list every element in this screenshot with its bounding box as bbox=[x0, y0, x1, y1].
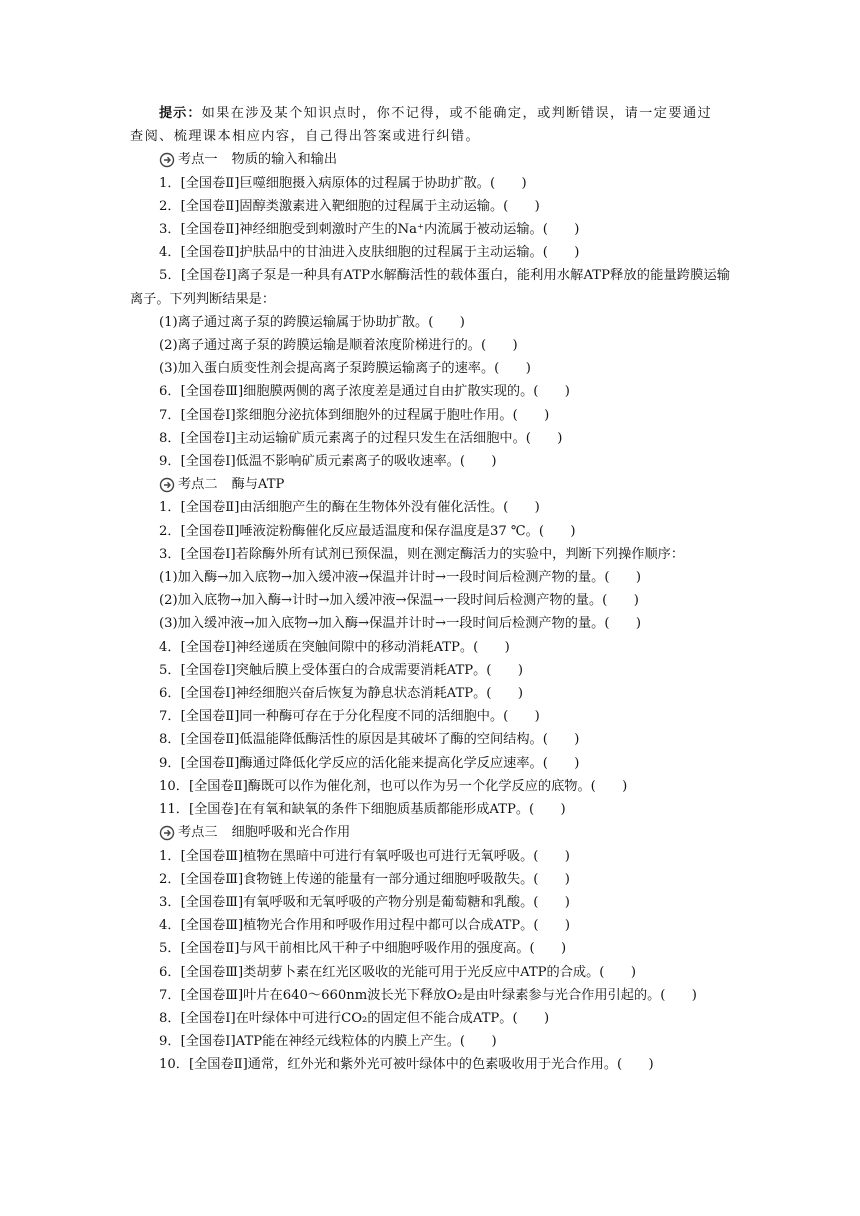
section-title: 物质的输入和输出 bbox=[231, 152, 338, 168]
section-heading-1 bbox=[130, 148, 730, 171]
list-item: (2)加入底物→加入酶→计时→加入缓冲液→保温→一段时间后检测产物的量。( ) bbox=[159, 593, 639, 609]
list-item: 10．[全国卷Ⅱ]酶既可以作为催化剂，也可以作为另一个化学反应的底物。( ) bbox=[159, 778, 628, 794]
list-item: 11．[全国卷]在有氧和缺氧的条件下细胞质基质都能形成ATP。( ) bbox=[159, 802, 566, 818]
list-item: 7．[全国卷Ⅲ]叶片在640～660nm波长光下释放O₂是由叶绿素参与光合作用引起的。( ) bbox=[159, 987, 697, 1003]
hint-text-1: 如果在涉及某个知识点时，你不记得，或不能确定，或判断错误，请一定要通过 bbox=[201, 106, 713, 121]
list-item: 5．[全国卷Ⅰ]离子泵是一种具有ATP水解酶活性的载体蛋白，能利用水解ATP释放的能量跨膜运输离子。下列判断结果是： bbox=[130, 268, 730, 307]
list-item: 3．[全国卷Ⅲ]有氧呼吸和无氧呼吸的产物分别是葡萄糖和乳酸。( ) bbox=[159, 894, 570, 910]
section-number: 考点二 bbox=[178, 477, 218, 493]
list-item: 3．[全国卷Ⅰ]若除酶外所有试剂已预保温，则在测定酶活力的实验中，判断下列操作顺序： bbox=[159, 546, 685, 562]
section-heading-3 bbox=[130, 821, 730, 844]
list-item: 4．[全国卷Ⅲ]植物光合作用和呼吸作用过程中都可以合成ATP。( ) bbox=[159, 918, 571, 934]
list-item: 8．[全国卷Ⅰ]在叶绿体中可进行CO₂的固定但不能合成ATP。( ) bbox=[159, 1010, 550, 1026]
list-item: 2．[全国卷Ⅱ]固醇类激素进入靶细胞的过程属于主动运输。( ) bbox=[159, 198, 540, 214]
list-item: 6．[全国卷Ⅲ]细胞膜两侧的离子浓度差是通过自由扩散实现的。( ) bbox=[159, 384, 570, 400]
list-item: 5．[全国卷Ⅱ]与风干前相比风干种子中细胞呼吸作用的强度高。( ) bbox=[159, 941, 567, 957]
list-item: 1．[全国卷Ⅱ]巨噬细胞摄入病原体的过程属于协助扩散。( ) bbox=[159, 175, 527, 191]
list-item: 1．[全国卷Ⅲ]植物在黑暗中可进行有氧呼吸也可进行无氧呼吸。( ) bbox=[159, 848, 570, 864]
section-number: 考点三 bbox=[178, 825, 218, 841]
list-item: 4．[全国卷Ⅱ]护肤品中的甘油进入皮肤细胞的过程属于主动运输。( ) bbox=[159, 245, 580, 261]
list-item: 5．[全国卷Ⅰ]突触后膜上受体蛋白的合成需要消耗ATP。( ) bbox=[159, 662, 523, 678]
list-item: 7．[全国卷Ⅰ]浆细胞分泌抗体到细胞外的过程属于胞吐作用。( ) bbox=[159, 407, 550, 423]
list-item: 9．[全国卷Ⅱ]酶通过降低化学反应的活化能来提高化学反应速率。( ) bbox=[159, 755, 580, 771]
list-item: 10．[全国卷Ⅱ]通常，红外光和紫外光可被叶绿体中的色素吸收用于光合作用。( ) bbox=[159, 1057, 654, 1073]
list-item: (2)离子通过离子泵的跨膜运输是顺着浓度阶梯进行的。( ) bbox=[159, 338, 518, 354]
document-page bbox=[130, 102, 730, 1077]
list-item: 4．[全国卷Ⅰ]神经递质在突触间隙中的移动消耗ATP。( ) bbox=[159, 639, 510, 655]
list-item: 2．[全国卷Ⅲ]食物链上传递的能量有一部分通过细胞呼吸散失。( ) bbox=[159, 871, 570, 887]
list-item: 8．[全国卷Ⅱ]低温能降低酶活性的原因是其破坏了酶的空间结构。( ) bbox=[159, 732, 580, 748]
hint-line-2: 查阅、梳理课本相应内容，自己得出答案或进行纠错。 bbox=[130, 129, 481, 145]
list-item: 8．[全国卷Ⅰ]主动运输矿质元素离子的过程只发生在活细胞中。( ) bbox=[159, 430, 563, 446]
list-item: 3．[全国卷Ⅱ]神经细胞受到刺激时产生的Na⁺内流属于被动运输。( ) bbox=[159, 222, 580, 238]
list-item: (3)加入蛋白质变性剂会提高离子泵跨膜运输离子的速率。( ) bbox=[159, 361, 531, 377]
list-item: 9．[全国卷Ⅰ]低温不影响矿质元素离子的吸收速率。( ) bbox=[159, 454, 497, 470]
list-item: 9．[全国卷Ⅰ]ATP能在神经元线粒体的内膜上产生。( ) bbox=[159, 1034, 497, 1050]
arrow-circle-icon bbox=[159, 825, 175, 841]
list-item: (3)加入缓冲液→加入底物→加入酶→保温并计时→一段时间后检测产物的量。( ) bbox=[159, 616, 641, 632]
arrow-circle-icon bbox=[159, 152, 175, 168]
hint-line-1 bbox=[130, 102, 730, 125]
list-item: 7．[全国卷Ⅱ]同一种酶可存在于分化程度不同的活细胞中。( ) bbox=[159, 709, 540, 725]
section-number: 考点一 bbox=[178, 152, 218, 168]
arrow-circle-icon bbox=[159, 477, 175, 493]
list-item: 1．[全国卷Ⅱ]由活细胞产生的酶在生物体外没有催化活性。( ) bbox=[159, 500, 540, 516]
list-item: 6．[全国卷Ⅲ]类胡萝卜素在红光区吸收的光能可用于光反应中ATP的合成。( ) bbox=[159, 964, 636, 980]
section-title: 细胞呼吸和光合作用 bbox=[231, 825, 351, 841]
list-item: (1)离子通过离子泵的跨膜运输属于协助扩散。( ) bbox=[159, 314, 465, 330]
section-title: 酶与ATP bbox=[231, 477, 285, 493]
list-item: 2．[全国卷Ⅱ]唾液淀粉酶催化反应最适温度和保存温度是37 ℃。( ) bbox=[159, 523, 576, 539]
list-item: (1)加入酶→加入底物→加入缓冲液→保温并计时→一段时间后检测产物的量。( ) bbox=[159, 570, 641, 586]
list-item: 6．[全国卷Ⅰ]神经细胞兴奋后恢复为静息状态消耗ATP。( ) bbox=[159, 686, 523, 702]
section-heading-2 bbox=[130, 473, 730, 496]
hint-label: 提示： bbox=[159, 106, 202, 121]
